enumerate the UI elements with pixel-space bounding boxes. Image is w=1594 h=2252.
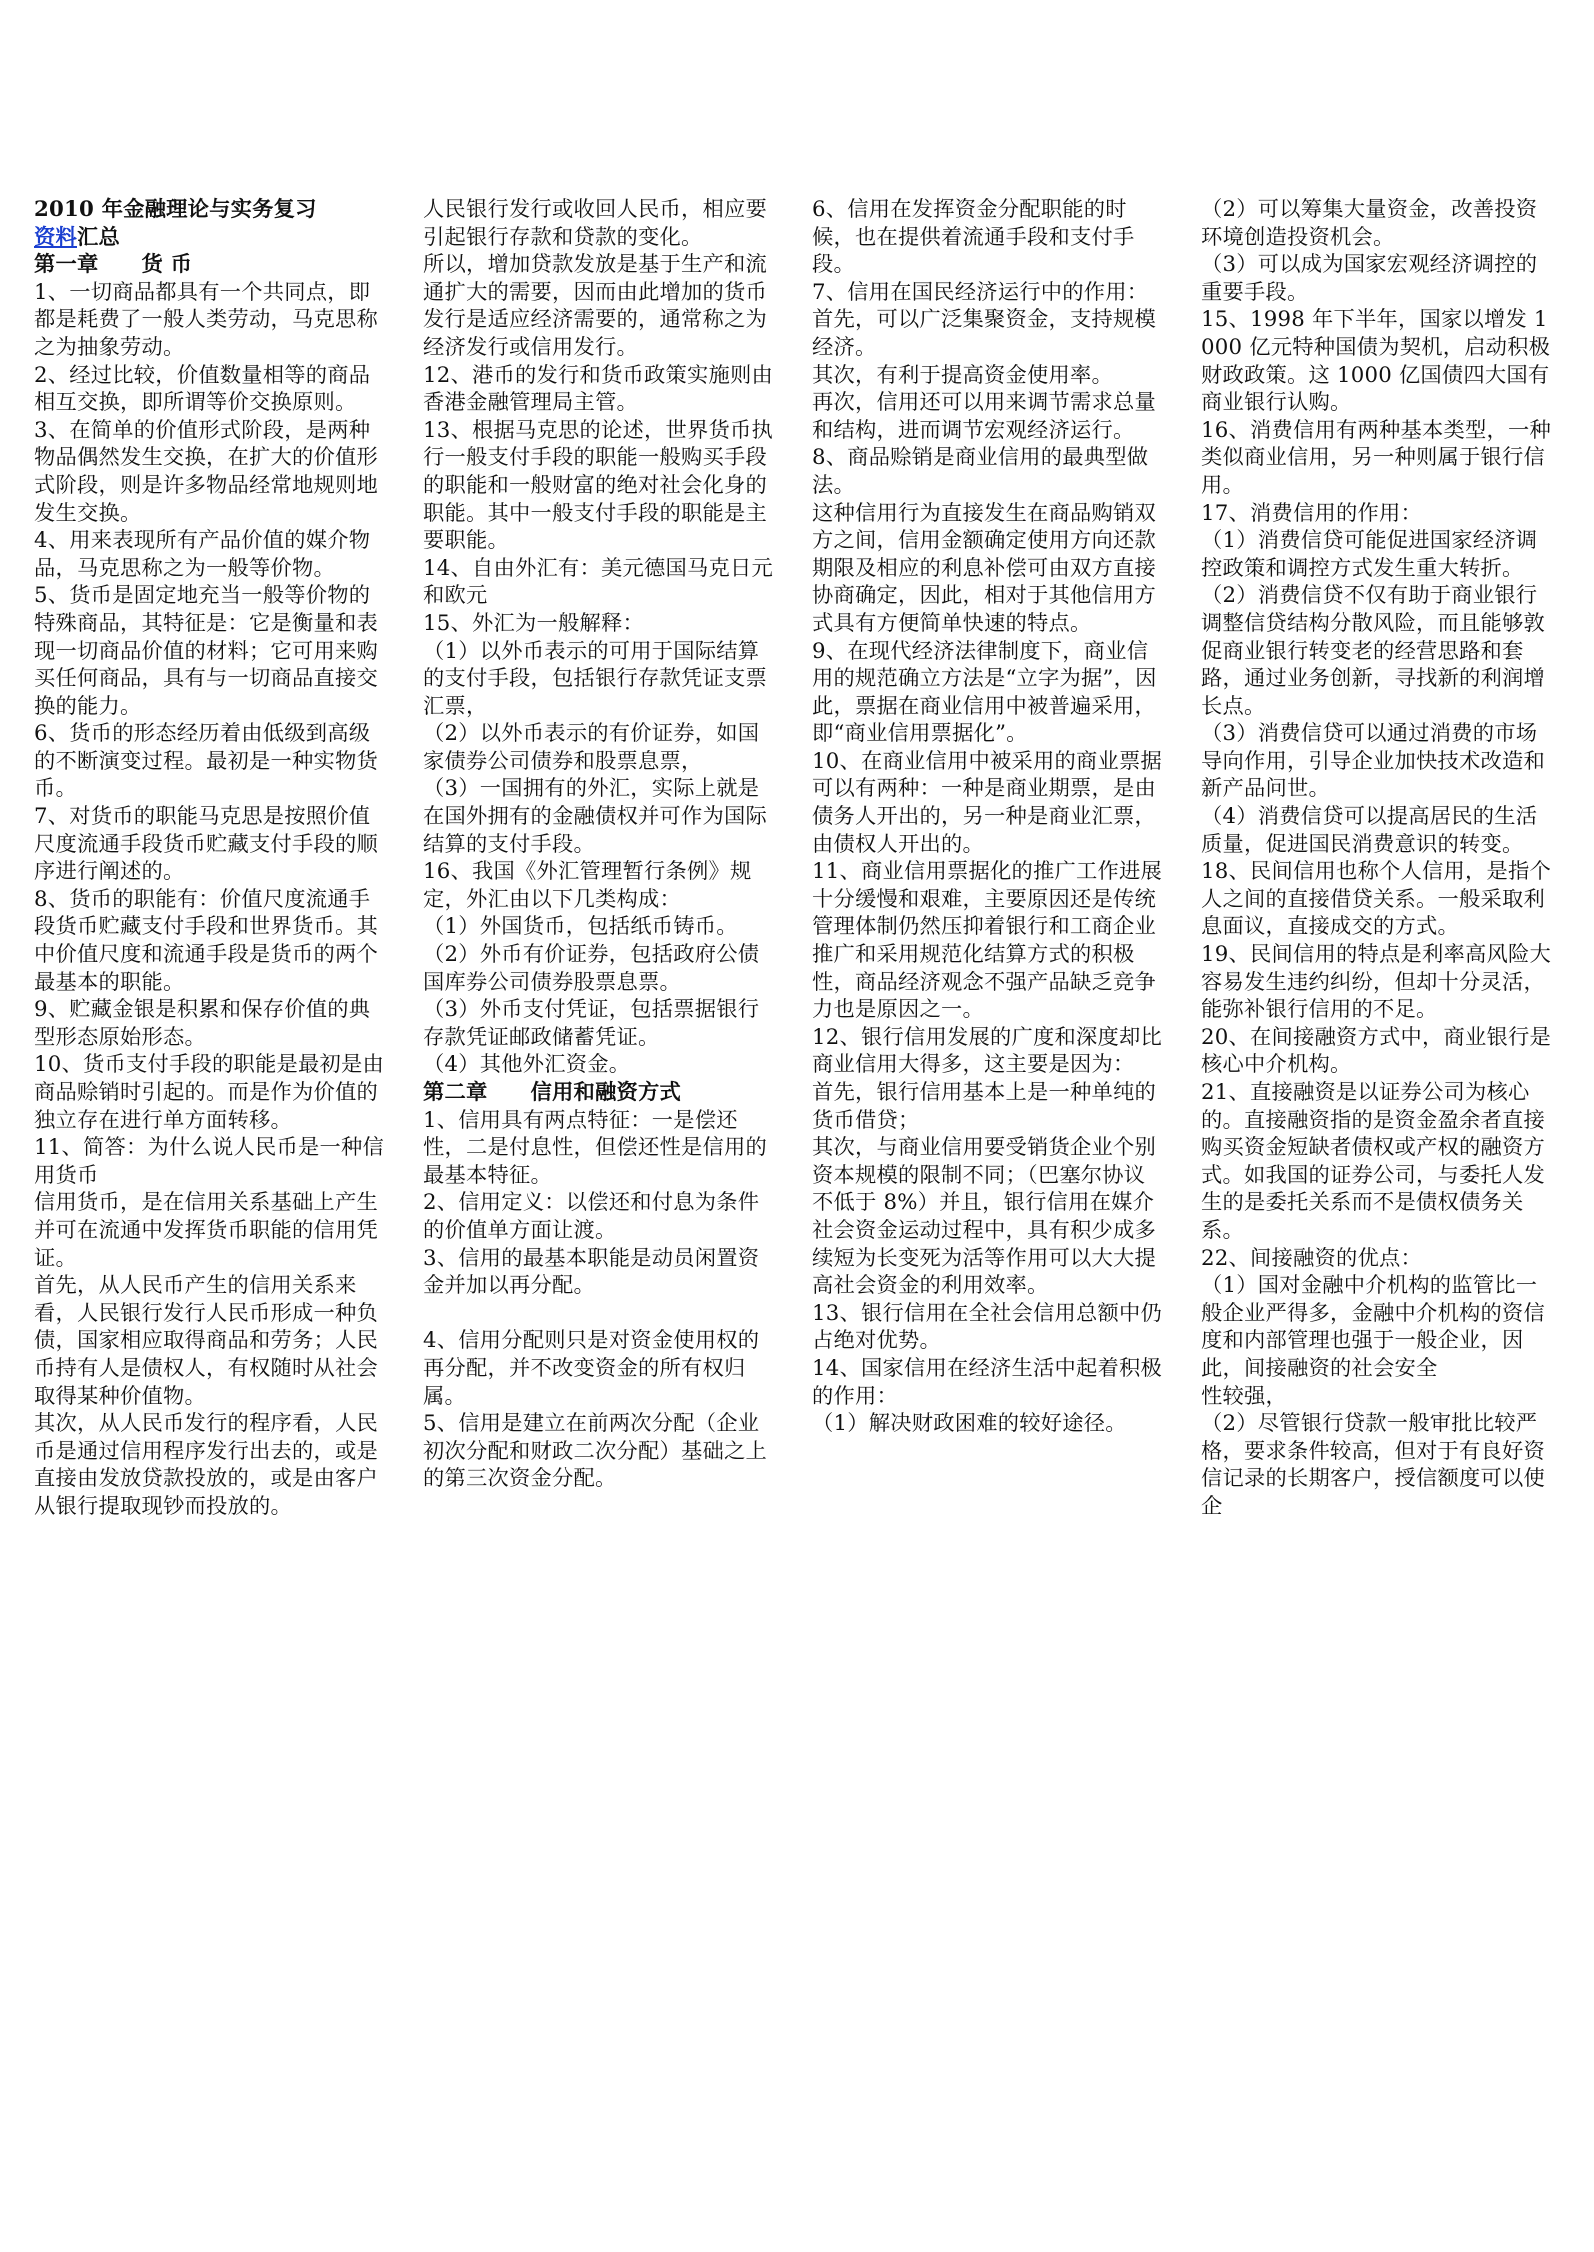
paragraph: 其次，有利于提高资金使用率。 xyxy=(812,362,1113,388)
paragraph: 性较强， xyxy=(1201,1383,1287,1409)
paragraph: 15、1998 年下半年，国家以增发 1000 亿元特种国债为契机，启动积极财政政策。这 1000 亿国债四大国有商业银行认购。 xyxy=(1201,307,1551,416)
paragraph: （2）可以筹集大量资金，改善投资环境创造投资机会。 xyxy=(1201,197,1538,250)
paragraph: 所以，增加贷款发放是基于生产和流通扩大的需要，因而由此增加的货币发行是适应经济需要的，通常称之为经济发行或信用发行。 xyxy=(423,252,767,360)
paragraph: （1）国对金融中介机构的监管比一般企业严得多，金融中介机构的资信度和内部管理也强于一般企业，因此，间接融资的社会安全 xyxy=(1201,1273,1545,1381)
paragraph: （2）以外币表示的有价证券，如国家债券公司债券和股票息票， xyxy=(423,721,760,774)
paragraph: （2）尽管银行贷款一般审批比较严格，要求条件较高，但对于有良好资信记录的长期客户，授信额度可以使企 xyxy=(1201,1411,1545,1519)
paragraph: （1）解决财政困难的较好途径。 xyxy=(812,1411,1127,1437)
paragraph: 4、用来表现所有产品价值的媒介物品，马克思称之为一般等价物。 xyxy=(34,528,371,581)
paragraph: 首先，从人民币产生的信用关系来看，人民银行发行人民币形成一种负债，国家相应取得商品和劳务；人民币持有人是债权人，有权随时从社会取得某种价值物。 xyxy=(34,1273,378,1409)
paragraph: （2）消费信贷不仅有助于商业银行调整信贷结构分散风险，而且能够敦促商业银行转变老的经营思路和套路，通过业务创新，寻找新的利润增长点。 xyxy=(1201,583,1545,719)
paragraph: 13、根据马克思的论述，世界货币执行一般支付手段的职能一般购买手段的职能和一般财富的绝对社会化身的职能。其中一般支付手段的职能是主要职能。 xyxy=(423,417,773,554)
paragraph: 3、在简单的价值形式阶段，是两种物品偶然发生交换，在扩大的价值形式阶段，则是许多物品经常地规则地发生交换。 xyxy=(34,417,378,526)
paragraph: 1、信用具有两点特征：一是偿还性，二是付息性，但偿还性是信用的最基本特征。 xyxy=(423,1107,767,1188)
column-2 xyxy=(423,196,775,1493)
paragraph: 4、信用分配则只是对资金使用权的再分配，并不改变资金的所有权归属。 xyxy=(423,1328,760,1409)
paragraph: （4）其他外汇资金。 xyxy=(423,1052,631,1078)
title-part-1: 2010 年金融理论与实务复习 xyxy=(34,197,317,222)
column-1 xyxy=(34,196,386,1521)
paragraph: 17、消费信用的作用： xyxy=(1201,500,1422,526)
paragraph: 21、直接融资是以证券公司为核心的。直接融资指的是资金盈余者直接购买资金短缺者债权或产权的融资方式。如我国的证券公司，与委托人发生的是委托关系而不是债权债务关系。 xyxy=(1201,1080,1545,1243)
paragraph: （3）外币支付凭证，包括票据银行存款凭证邮政储蓄凭证。 xyxy=(423,997,760,1050)
paragraph: 10、货币支付手段的职能是最初是由商品赊销时引起的。而是作为价值的独立存在进行单方面转移。 xyxy=(34,1052,384,1133)
paragraph: 18、民间信用也称个人信用，是指个人之间的直接借贷关系。一般采取利息面议，直接成交的方式。 xyxy=(1201,859,1551,940)
paragraph: 10、在商业信用中被采用的商业票据可以有两种：一种是商业期票，是由债务人开出的，另一种是商业汇票，由债权人开出的。 xyxy=(812,748,1162,857)
paragraph: 其次，与商业信用要受销货企业个别资本规模的限制不同；（巴塞尔协议不低于 8%）并且，银行信用在媒介社会资金运动过程中，具有积少成多续短为长变死为活等作用可以大大提高社会资金的利用效率。 xyxy=(812,1135,1156,1299)
paragraph: 信用货币，是在信用关系基础上产生并可在流通中发挥货币职能的信用凭证。 xyxy=(34,1190,378,1271)
paragraph: （3）可以成为国家宏观经济调控的重要手段。 xyxy=(1201,252,1538,305)
column-3 xyxy=(812,196,1164,1438)
paragraph: 16、消费信用有两种基本类型，一种类似商业信用，另一种则属于银行信用。 xyxy=(1201,417,1551,498)
paragraph: 2、信用定义：以偿还和付息为条件的价值单方面让渡。 xyxy=(423,1190,760,1243)
paragraph: 14、自由外汇有：美元德国马克日元和欧元 xyxy=(423,555,773,609)
spacer xyxy=(423,1300,775,1328)
paragraph: 7、对货币的职能马克思是按照价值尺度流通手段货币贮藏支付手段的顺序进行阐述的。 xyxy=(34,804,378,885)
paragraph: 5、货币是固定地充当一般等价物的特殊商品，其特征是：它是衡量和表现一切商品价值的材料；它可用来购买任何商品，具有与一切商品直接交换的能力。 xyxy=(34,583,378,719)
paragraph: （4）消费信贷可以提高居民的生活质量，促进国民消费意识的转变。 xyxy=(1201,804,1538,857)
paragraph: （3）消费信贷可以通过消费的市场导向作用，引导企业加快技术改造和新产品问世。 xyxy=(1201,721,1545,802)
paragraph: （1）消费信贷可能促进国家经济调控政策和调控方式发生重大转折。 xyxy=(1201,528,1538,581)
paragraph: 11、简答：为什么说人民币是一种信用货币 xyxy=(34,1135,384,1188)
paragraph: （1）外国货币，包括纸币铸币。 xyxy=(423,914,738,940)
paragraph: 15、外汇为一般解释： xyxy=(423,610,644,636)
paragraph: 11、商业信用票据化的推广工作进展十分缓慢和艰难，主要原因还是传统管理体制仍然压抑着银行和工商企业推广和采用规范化结算方式的积极性，商品经济观念不强产品缺乏竞争力也是原因之一。 xyxy=(812,859,1162,1023)
paragraph: 9、贮藏金银是积累和保存价值的典型形态原始形态。 xyxy=(34,997,371,1050)
chapter-1-heading: 第一章 货 币 xyxy=(34,252,193,278)
paragraph: 1、一切商品都具有一个共同点，即都是耗费了一般人类劳动，马克思称之为抽象劳动。 xyxy=(34,279,378,360)
paragraph: 5、信用是建立在前两次分配（企业初次分配和财政二次分配）基础之上的第三次资金分配。 xyxy=(423,1411,767,1492)
paragraph: （1）以外币表示的可用于国际结算的支付手段，包括银行存款凭证支票汇票， xyxy=(423,638,767,719)
paragraph: 6、信用在发挥资金分配职能的时候，也在提供着流通手段和支付手段。 xyxy=(812,197,1135,278)
chapter-2-heading: 第二章 信用和融资方式 xyxy=(423,1080,681,1105)
paragraph: 20、在间接融资方式中，商业银行是核心中介机构。 xyxy=(1201,1024,1551,1078)
paragraph: 3、信用的最基本职能是动员闲置资金并加以再分配。 xyxy=(423,1245,760,1299)
title-link-ziliao[interactable]: 资料 xyxy=(34,224,77,250)
paragraph: 14、国家信用在经济生活中起着积极的作用： xyxy=(812,1355,1162,1409)
column-4 xyxy=(1201,196,1553,1521)
paragraph: 首先，银行信用基本上是一种单纯的货币借贷； xyxy=(812,1080,1156,1133)
paragraph: （3）一国拥有的外汇，实际上就是在国外拥有的金融债权并可作为国际结算的支付手段。 xyxy=(423,776,767,857)
paragraph: 6、货币的形态经历着由低级到高级的不断演变过程。最初是一种实物货币。 xyxy=(34,721,378,802)
paragraph: 这种信用行为直接发生在商品购销双方之间，信用金额确定使用方向还款期限及相应的利息补偿可由双方直接协商确定，因此，相对于其他信用方式具有方便简单快速的特点。 xyxy=(812,500,1156,636)
paragraph: 13、银行信用在全社会信用总额中仍占绝对优势。 xyxy=(812,1300,1162,1354)
paragraph: 8、商品赊销是商业信用的最典型做法。 xyxy=(812,445,1149,498)
paragraph: 8、货币的职能有：价值尺度流通手段货币贮藏支付手段和世界货币。其中价值尺度和流通手段是货币的两个最基本的职能。 xyxy=(34,886,378,995)
paragraph: 首先，可以广泛集聚资金，支持规模经济。 xyxy=(812,307,1156,360)
paragraph: 9、在现代经济法律制度下，商业信用的规范确立方法是“立字为据”，因此，票据在商业信用中被普遍采用，即“商业信用票据化”。 xyxy=(812,638,1157,747)
title-part-2: 汇总 xyxy=(77,224,120,250)
paragraph: 2、经过比较，价值数量相等的商品相互交换，即所谓等价交换原则。 xyxy=(34,362,371,416)
paragraph: 再次，信用还可以用来调节需求总量和结构，进而调节宏观经济运行。 xyxy=(812,390,1156,443)
paragraph: 16、我国《外汇管理暂行条例》规定，外汇由以下几类构成： xyxy=(423,859,752,912)
paragraph: 其次，从人民币发行的程序看，人民币是通过信用程序发行出去的，或是直接由发放贷款投放的，或是由客户从银行提取现钞而投放的。 xyxy=(34,1411,378,1519)
paragraph: 22、间接融资的优点： xyxy=(1201,1245,1422,1271)
paragraph: 12、银行信用发展的广度和深度却比商业信用大得多，这主要是因为： xyxy=(812,1024,1162,1078)
paragraph: 12、港币的发行和货币政策实施则由香港金融管理局主管。 xyxy=(423,362,773,416)
paragraph: 19、民间信用的特点是利率高风险大容易发生违约纠纷，但却十分灵活，能弥补银行信用的不足。 xyxy=(1201,942,1551,1023)
paragraph: 人民银行发行或收回人民币，相应要引起银行存款和贷款的变化。 xyxy=(423,197,767,250)
document-title xyxy=(34,196,386,251)
paragraph: 7、信用在国民经济运行中的作用： xyxy=(812,279,1149,305)
paragraph: （2）外币有价证券，包括政府公债国库券公司债券股票息票。 xyxy=(423,942,760,995)
